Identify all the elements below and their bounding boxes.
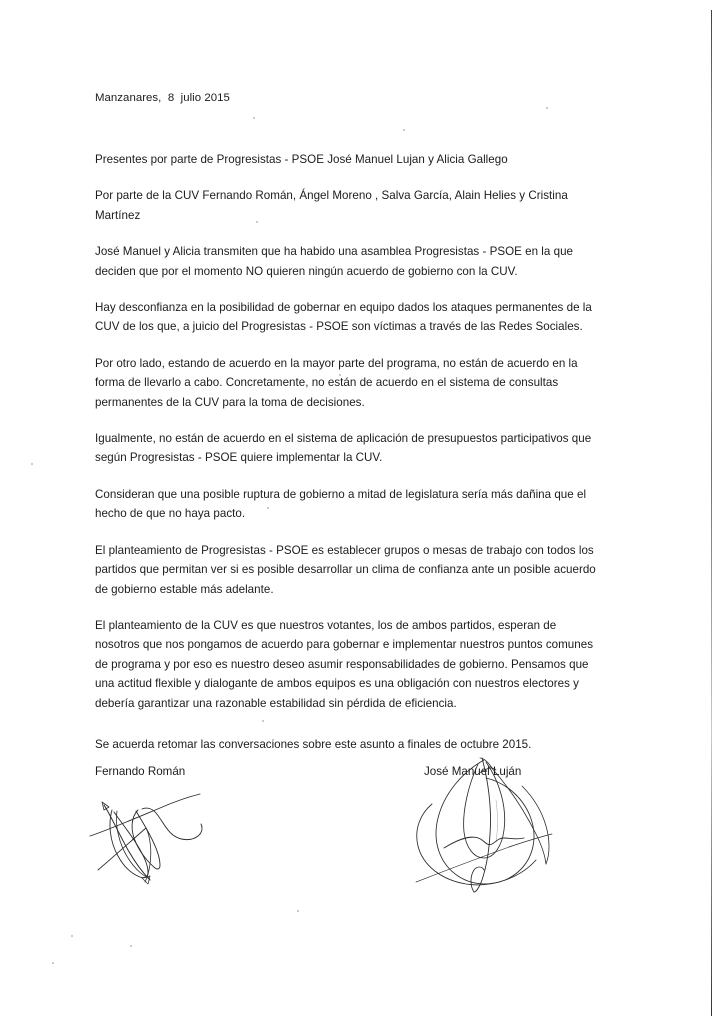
paragraph-program-disagreement: Por otro lado, estando de acuerdo en la mayor parte del programa, no están de acuerdo en la forma de llevarlo a cabo. Concretamente, no están de acuerdo en el sistema de consultas permanentes de la CUV para la toma de decisiones.: [95, 356, 578, 409]
paragraph-attendees-psoe: Presentes por parte de Progresistas - PSOE José Manuel Lujan y Alicia Gallego: [95, 153, 508, 166]
paragraph-cuv-proposal: El planteamiento de la CUV es que nuestros votantes, los de ambos partidos, esperan de nosotros que nos pongamos de acuerdo para gobernar e implementar nuestros puntos comunes de programa y por eso es nuestro deseo asumir responsabilidades de gobierno. Pensamos que una actitud flexible y dialogante de ambos equipos es una obligación con nuestros electores y debería garantizar una razonable estabilidad sin pérdida de eficiencia.: [95, 618, 594, 710]
signatory-name-jose-manuel-lujan: José Manuel Luján: [424, 765, 522, 778]
signatory-name-fernando-roman: Fernando Román: [95, 765, 186, 778]
scan-speck: [52, 962, 54, 964]
scan-speck: [31, 463, 33, 465]
document-text-body: [95, 92, 601, 754]
scan-speck: [297, 910, 299, 912]
scan-speck: [130, 945, 132, 947]
paragraph-participatory-budgets: Igualmente, no están de acuerdo en el sistema de aplicación de presupuestos participativos que según Progresistas - PSOE quiere implementar la CUV.: [95, 432, 592, 465]
handwritten-signature-jose-manuel-lujan: [412, 752, 592, 897]
paragraph-attendees-cuv: Por parte de la CUV Fernando Román, Ángel Moreno , Salva García, Alain Helies y Cristina Martínez: [95, 189, 568, 222]
scan-speck: [71, 935, 73, 937]
paragraph-rupture-consideration: Consideran que una posible ruptura de gobierno a mitad de legislatura sería más dañina que el hecho de que no haya pacto.: [95, 487, 587, 521]
paragraph-psoe-proposal: El planteamiento de Progresistas - PSOE es establecer grupos o mesas de trabajo con todos los partidos que permitan ver si es posible desarrollar un clima de confianza ante un posible acuerdo de gobierno estable más adelante.: [95, 543, 596, 596]
handwritten-signature-fernando-roman: [88, 790, 218, 890]
scanner-edge-line: [711, 10, 712, 1016]
paragraph-distrust: Hay desconfianza en la posibilidad de gobernar en equipo dados los ataques permanentes de la CUV de los que, a juicio del Progresistas - PSOE son víctimas a través de las Redes Sociales.: [95, 301, 592, 334]
dateline: Manzanares, 8 julio 2015: [95, 92, 230, 104]
paragraph-closing-agreement: Se acuerda retomar las conversaciones sobre este asunto a finales de octubre 2015.: [95, 737, 532, 751]
paragraph-assembly-decision: José Manuel y Alicia transmiten que ha habido una asamblea Progresistas - PSOE en la que deciden que por el momento NO quieren ningún acuerdo de gobierno con la CUV.: [95, 245, 574, 278]
